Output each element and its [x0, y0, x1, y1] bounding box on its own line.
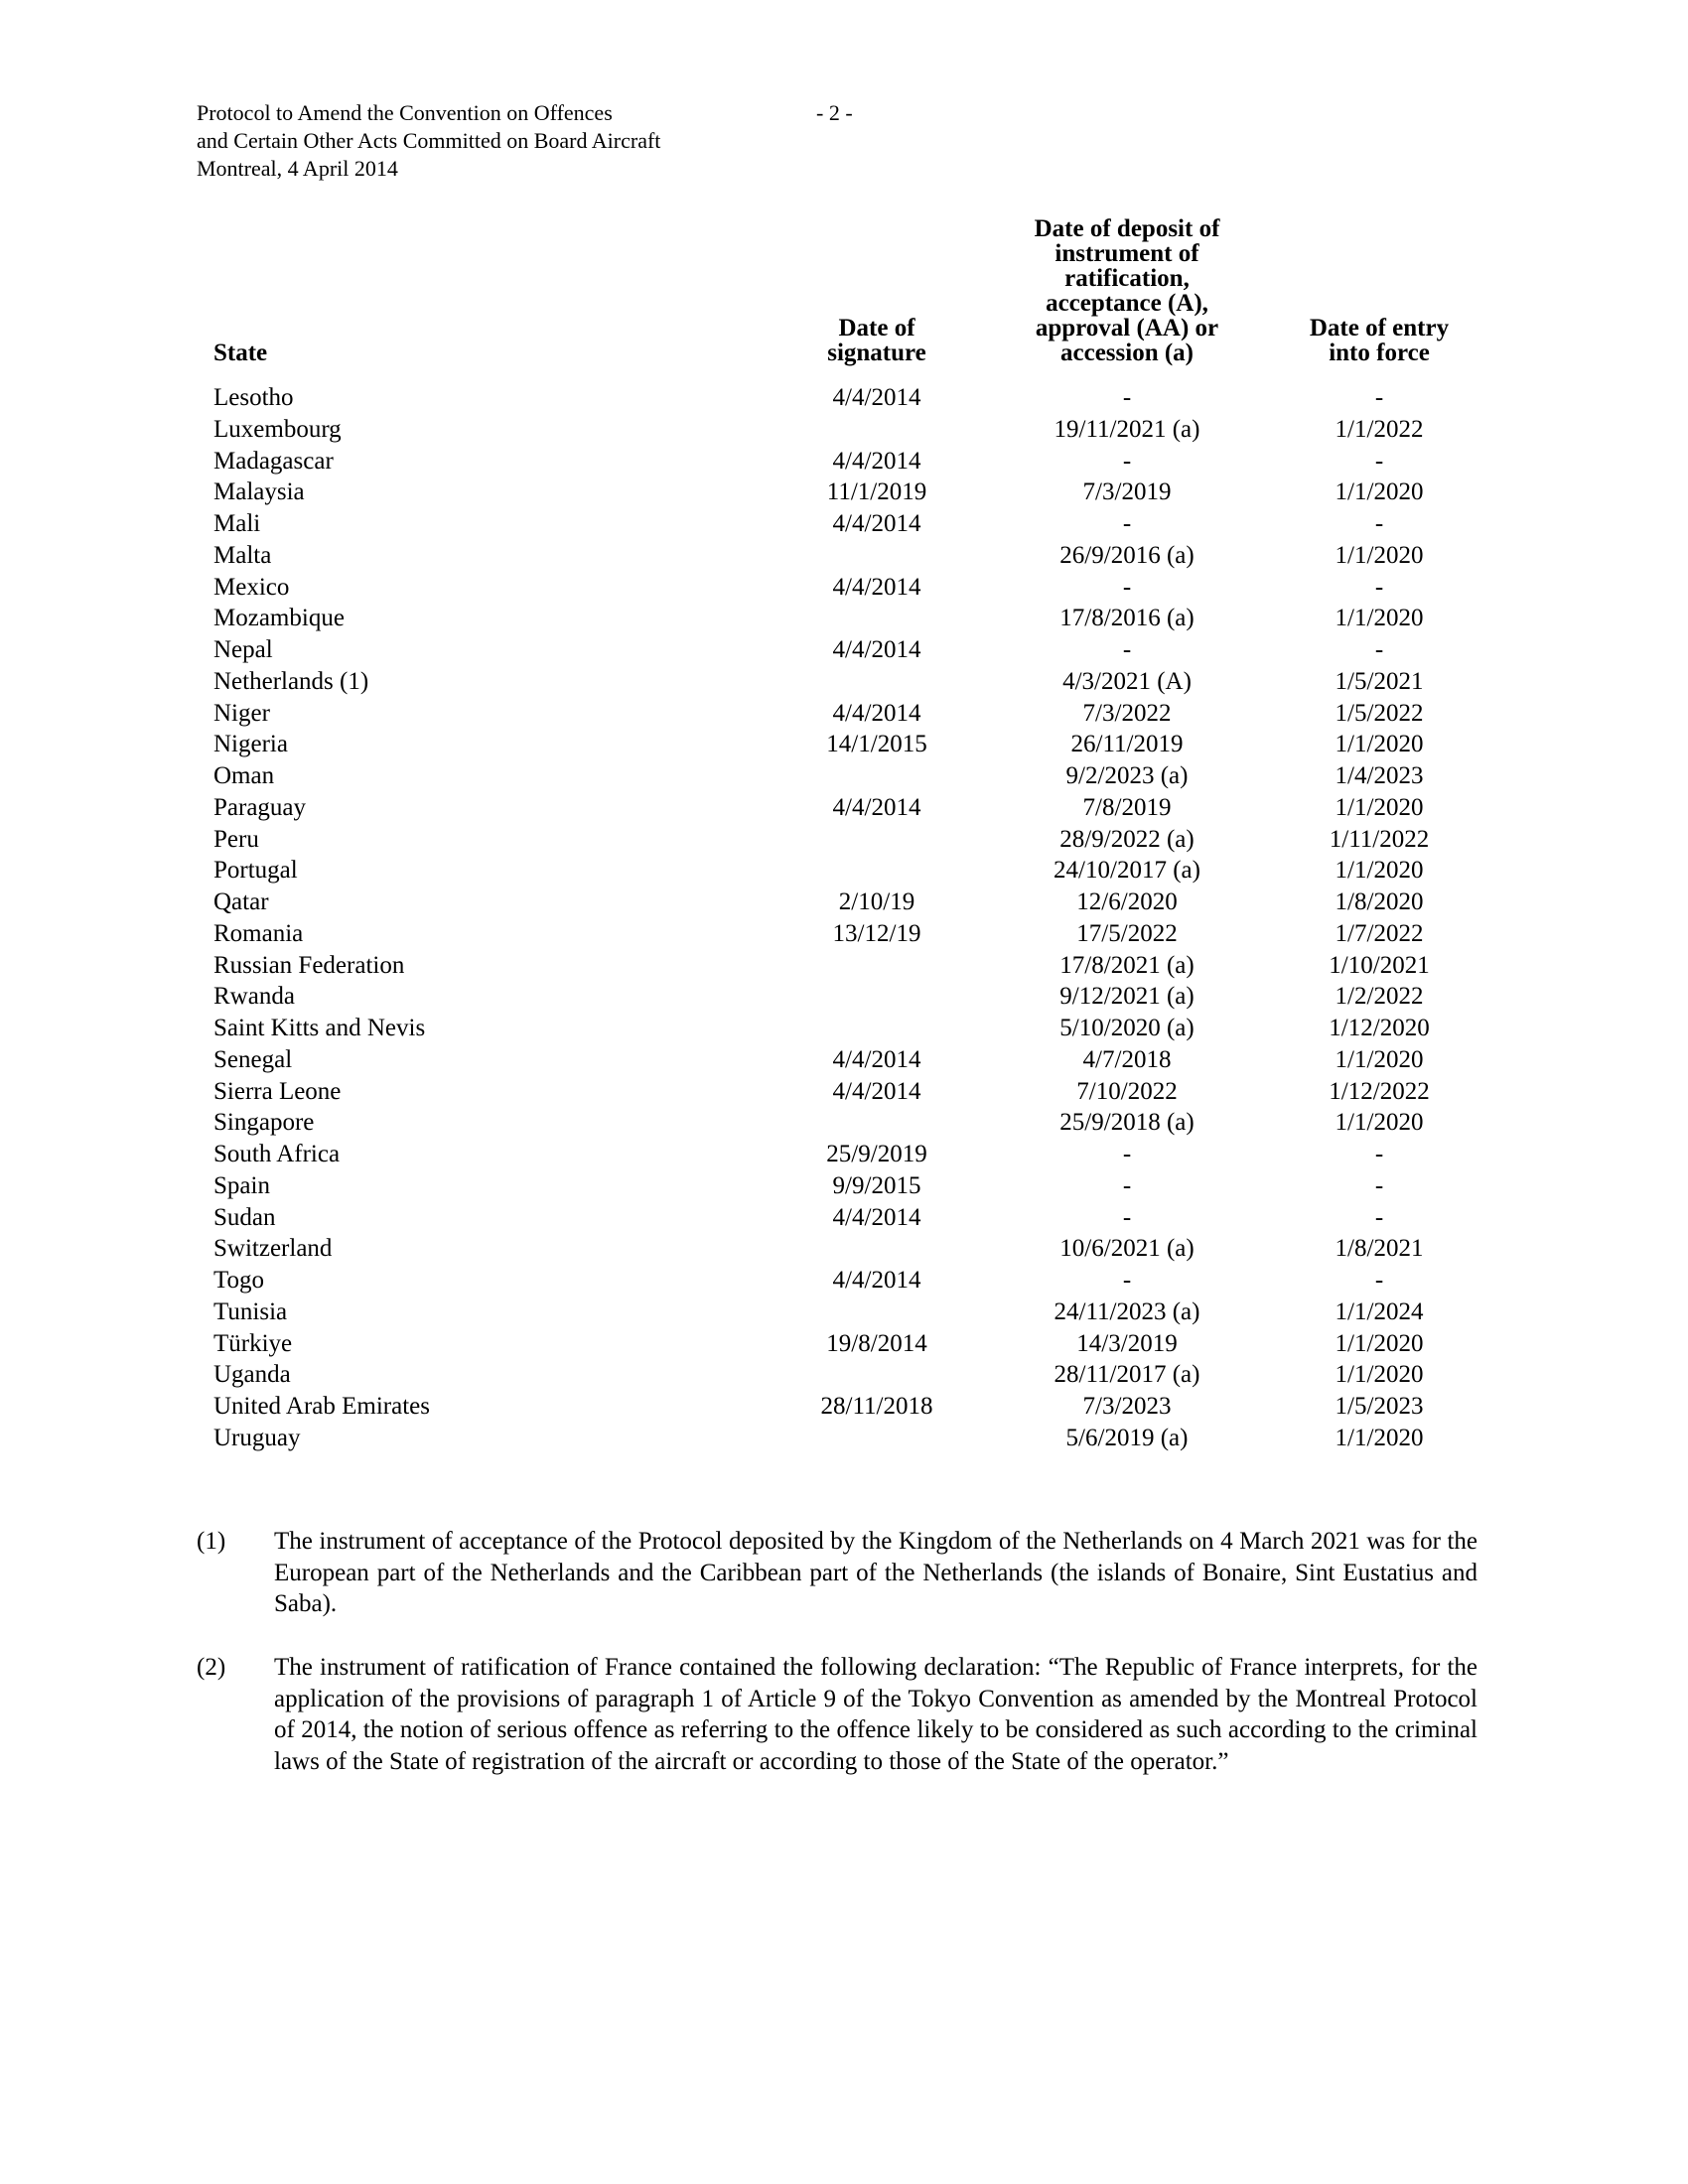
table-row	[0, 950, 1688, 982]
cell-deposit-date: -	[1122, 1141, 1132, 1167]
table-row	[0, 855, 1688, 887]
cell-state: Netherlands (1)	[213, 667, 369, 695]
cell-state: Russian Federation	[213, 951, 405, 979]
cell-deposit-date: 17/8/2016 (a)	[1059, 605, 1195, 632]
cell-deposit-date: -	[1122, 573, 1132, 601]
cell-state: Singapore	[213, 1109, 315, 1137]
cell-signature-date: 11/1/2019	[826, 478, 927, 506]
footnote-1	[197, 1526, 1477, 1620]
cell-state: Senegal	[213, 1045, 293, 1073]
cell-entry-into-force: -	[1374, 1203, 1384, 1231]
cell-state: Rwanda	[213, 983, 295, 1011]
footnote-number: (2)	[197, 1654, 226, 1681]
column-header-deposit	[1003, 216, 1251, 365]
cell-state: Mozambique	[213, 605, 345, 632]
cell-deposit-date: -	[1122, 636, 1132, 663]
table-row	[0, 698, 1688, 730]
table-row	[0, 729, 1688, 760]
column-header-entry-line: Date of entry	[1309, 315, 1450, 341]
header-title-line-1: Protocol to Amend the Convention on Offences	[197, 100, 613, 125]
header-title-line-2: and Certain Other Acts Committed on Board Aircraft	[197, 128, 661, 153]
cell-entry-into-force: 1/1/2020	[1335, 1109, 1424, 1137]
table-row	[0, 572, 1688, 604]
column-header-state: State	[213, 340, 268, 366]
cell-state: Sudan	[213, 1203, 276, 1231]
cell-deposit-date: 24/10/2017 (a)	[1054, 857, 1200, 885]
cell-state: Türkiye	[213, 1329, 293, 1357]
table-row	[0, 1391, 1688, 1423]
cell-deposit-date: 26/11/2019	[1070, 731, 1184, 758]
cell-entry-into-force: 1/1/2020	[1335, 731, 1424, 758]
cell-entry-into-force: -	[1374, 636, 1384, 663]
cell-state: Peru	[213, 825, 259, 853]
column-header-deposit-line: acceptance (A),	[1046, 290, 1208, 317]
cell-entry-into-force: -	[1374, 447, 1384, 475]
column-header-entry-into-force	[1275, 316, 1483, 365]
status-table	[0, 382, 1688, 1454]
cell-entry-into-force: -	[1374, 1171, 1384, 1199]
cell-entry-into-force: -	[1374, 573, 1384, 601]
cell-state: Oman	[213, 762, 275, 789]
cell-state: Paraguay	[213, 793, 307, 821]
cell-entry-into-force: 1/5/2022	[1335, 699, 1424, 727]
cell-deposit-date: 28/9/2022 (a)	[1059, 825, 1195, 853]
cell-signature-date: 4/4/2014	[832, 447, 921, 475]
column-header-signature	[782, 316, 971, 365]
cell-state: Madagascar	[213, 447, 334, 475]
table-row	[0, 918, 1688, 950]
cell-entry-into-force: 1/1/2020	[1335, 1424, 1424, 1451]
cell-signature-date: 4/4/2014	[832, 1045, 921, 1073]
cell-deposit-date: -	[1122, 384, 1132, 411]
table-row	[0, 382, 1688, 414]
table-row	[0, 1423, 1688, 1454]
cell-deposit-date: 7/3/2019	[1082, 478, 1172, 506]
table-row	[0, 1202, 1688, 1234]
column-header-deposit-line: approval (AA) or	[1035, 315, 1219, 341]
cell-deposit-date: 5/6/2019 (a)	[1065, 1424, 1189, 1451]
cell-deposit-date: 17/8/2021 (a)	[1059, 951, 1195, 979]
footnote-text: The instrument of ratification of France contained the following declaration: “The Republic of France interprets, for the application of the provisions of paragraph 1 of Article 9 of the Tokyo Convention as amended by the Montreal Protocol of 2014, the notion of serious offence as referring to the offence likely to be considered as such according to the criminal laws of the State of registration of the aircraft or according to those of the State of the operator.”	[274, 1654, 1477, 1775]
cell-deposit-date: 9/12/2021 (a)	[1059, 983, 1195, 1011]
cell-state: South Africa	[213, 1141, 341, 1167]
cell-state: Tunisia	[213, 1297, 288, 1325]
table-row	[0, 634, 1688, 666]
footnote-number: (1)	[197, 1528, 226, 1555]
column-header-deposit-line: Date of deposit of	[1034, 215, 1220, 242]
column-header-deposit-line: accession (a)	[1060, 340, 1194, 366]
column-header-signature-line: signature	[827, 340, 926, 366]
cell-entry-into-force: 1/1/2020	[1335, 1045, 1424, 1073]
cell-entry-into-force: 1/1/2020	[1335, 541, 1424, 569]
cell-deposit-date: -	[1122, 1203, 1132, 1231]
cell-deposit-date: -	[1122, 447, 1132, 475]
table-row	[0, 1013, 1688, 1044]
cell-state: United Arab Emirates	[213, 1393, 430, 1420]
cell-signature-date: 4/4/2014	[832, 1077, 921, 1105]
cell-deposit-date: 12/6/2020	[1076, 888, 1178, 915]
cell-signature-date: 4/4/2014	[832, 699, 921, 727]
table-row	[0, 824, 1688, 856]
table-row	[0, 446, 1688, 478]
cell-signature-date: 28/11/2018	[820, 1393, 933, 1420]
cell-state: Qatar	[213, 888, 269, 915]
cell-deposit-date: 7/3/2022	[1082, 699, 1172, 727]
cell-deposit-date: 24/11/2023 (a)	[1054, 1297, 1200, 1325]
cell-entry-into-force: 1/12/2020	[1329, 1015, 1430, 1041]
cell-deposit-date: 19/11/2021 (a)	[1054, 415, 1200, 443]
cell-state: Saint Kitts and Nevis	[213, 1015, 426, 1041]
cell-signature-date: 4/4/2014	[832, 573, 921, 601]
cell-entry-into-force: 1/11/2022	[1329, 825, 1430, 853]
table-row	[0, 1170, 1688, 1202]
cell-signature-date: 4/4/2014	[832, 510, 921, 537]
cell-state: Uruguay	[213, 1424, 301, 1451]
table-row	[0, 1233, 1688, 1265]
cell-signature-date: 14/1/2015	[826, 731, 927, 758]
header-place-date: Montreal, 4 April 2014	[197, 156, 398, 181]
table-row	[0, 1359, 1688, 1391]
table-row	[0, 477, 1688, 508]
cell-entry-into-force: -	[1374, 510, 1384, 537]
cell-deposit-date: 25/9/2018 (a)	[1059, 1109, 1195, 1137]
column-header-deposit-line: ratification,	[1064, 265, 1190, 292]
cell-entry-into-force: 1/1/2020	[1335, 1361, 1424, 1389]
cell-entry-into-force: 1/8/2020	[1335, 888, 1424, 915]
table-row	[0, 887, 1688, 918]
cell-state: Romania	[213, 919, 304, 947]
cell-deposit-date: 14/3/2019	[1076, 1329, 1178, 1357]
cell-deposit-date: -	[1122, 510, 1132, 537]
cell-entry-into-force: 1/8/2021	[1335, 1235, 1424, 1263]
cell-signature-date: 4/4/2014	[832, 636, 921, 663]
cell-entry-into-force: 1/5/2021	[1335, 667, 1424, 695]
cell-entry-into-force: -	[1374, 1141, 1384, 1167]
cell-state: Togo	[213, 1267, 265, 1294]
cell-entry-into-force: 1/1/2020	[1335, 857, 1424, 885]
cell-entry-into-force: 1/1/2024	[1335, 1297, 1424, 1325]
cell-deposit-date: 7/3/2023	[1082, 1393, 1172, 1420]
cell-state: Spain	[213, 1171, 270, 1199]
cell-state: Portugal	[213, 857, 298, 885]
cell-state: Niger	[213, 699, 270, 727]
cell-entry-into-force: 1/1/2022	[1335, 415, 1424, 443]
cell-entry-into-force: 1/10/2021	[1329, 951, 1430, 979]
cell-state: Nepal	[213, 636, 273, 663]
footnote-2	[197, 1652, 1477, 1777]
footnote-text: The instrument of acceptance of the Protocol deposited by the Kingdom of the Netherlands on 4 March 2021 was for the European part of the Netherlands and the Caribbean part of the Netherlands (the islands of Bonaire, Sint Eustatius and Saba).	[274, 1528, 1477, 1617]
cell-entry-into-force: 1/1/2020	[1335, 1329, 1424, 1357]
table-row	[0, 508, 1688, 540]
cell-signature-date: 2/10/19	[838, 888, 915, 915]
cell-state: Switzerland	[213, 1235, 333, 1263]
cell-signature-date: 4/4/2014	[832, 1267, 921, 1294]
cell-state: Sierra Leone	[213, 1077, 342, 1105]
cell-signature-date: 13/12/19	[832, 919, 921, 947]
cell-entry-into-force: -	[1374, 384, 1384, 411]
cell-entry-into-force: 1/1/2020	[1335, 605, 1424, 632]
cell-entry-into-force: 1/1/2020	[1335, 478, 1424, 506]
cell-signature-date: 4/4/2014	[832, 1203, 921, 1231]
cell-deposit-date: 28/11/2017 (a)	[1054, 1361, 1200, 1389]
cell-entry-into-force: -	[1374, 1267, 1384, 1294]
cell-entry-into-force: 1/4/2023	[1335, 762, 1424, 789]
table-row	[0, 666, 1688, 698]
document-header	[197, 99, 753, 183]
column-header-entry-line: into force	[1329, 340, 1430, 366]
table-row	[0, 1265, 1688, 1297]
table-row	[0, 1297, 1688, 1328]
cell-deposit-date: 4/7/2018	[1082, 1045, 1172, 1073]
cell-entry-into-force: 1/2/2022	[1335, 983, 1424, 1011]
cell-signature-date: 4/4/2014	[832, 384, 921, 411]
cell-entry-into-force: 1/1/2020	[1335, 793, 1424, 821]
cell-entry-into-force: 1/5/2023	[1335, 1393, 1424, 1420]
cell-signature-date: 9/9/2015	[832, 1171, 921, 1199]
table-row	[0, 760, 1688, 792]
cell-state: Malta	[213, 541, 272, 569]
cell-deposit-date: -	[1122, 1171, 1132, 1199]
table-row	[0, 603, 1688, 634]
column-header-signature-line: Date of	[838, 315, 915, 341]
table-row	[0, 1044, 1688, 1076]
table-row	[0, 981, 1688, 1013]
cell-state: Nigeria	[213, 731, 288, 758]
table-row	[0, 540, 1688, 572]
cell-state: Luxembourg	[213, 415, 342, 443]
table-row	[0, 1328, 1688, 1360]
table-row	[0, 1107, 1688, 1139]
cell-deposit-date: 7/10/2022	[1076, 1077, 1178, 1105]
cell-state: Malaysia	[213, 478, 305, 506]
table-row	[0, 414, 1688, 446]
table-row	[0, 792, 1688, 824]
column-header-deposit-line: instrument of	[1055, 240, 1199, 267]
cell-deposit-date: 10/6/2021 (a)	[1059, 1235, 1195, 1263]
cell-entry-into-force: 1/12/2022	[1329, 1077, 1430, 1105]
page-number: - 2 -	[816, 100, 853, 125]
cell-state: Uganda	[213, 1361, 291, 1389]
table-row	[0, 1076, 1688, 1108]
table-row	[0, 1139, 1688, 1170]
cell-entry-into-force: 1/7/2022	[1335, 919, 1424, 947]
cell-state: Mali	[213, 510, 261, 537]
cell-deposit-date: 5/10/2020 (a)	[1059, 1015, 1195, 1041]
cell-state: Lesotho	[213, 384, 294, 411]
cell-deposit-date: 26/9/2016 (a)	[1059, 541, 1195, 569]
cell-deposit-date: -	[1122, 1267, 1132, 1294]
cell-deposit-date: 9/2/2023 (a)	[1065, 762, 1189, 789]
cell-signature-date: 19/8/2014	[826, 1329, 927, 1357]
cell-state: Mexico	[213, 573, 290, 601]
cell-deposit-date: 7/8/2019	[1082, 793, 1172, 821]
cell-signature-date: 25/9/2019	[826, 1141, 927, 1167]
cell-signature-date: 4/4/2014	[832, 793, 921, 821]
cell-deposit-date: 17/5/2022	[1076, 919, 1178, 947]
cell-deposit-date: 4/3/2021 (A)	[1062, 667, 1192, 695]
